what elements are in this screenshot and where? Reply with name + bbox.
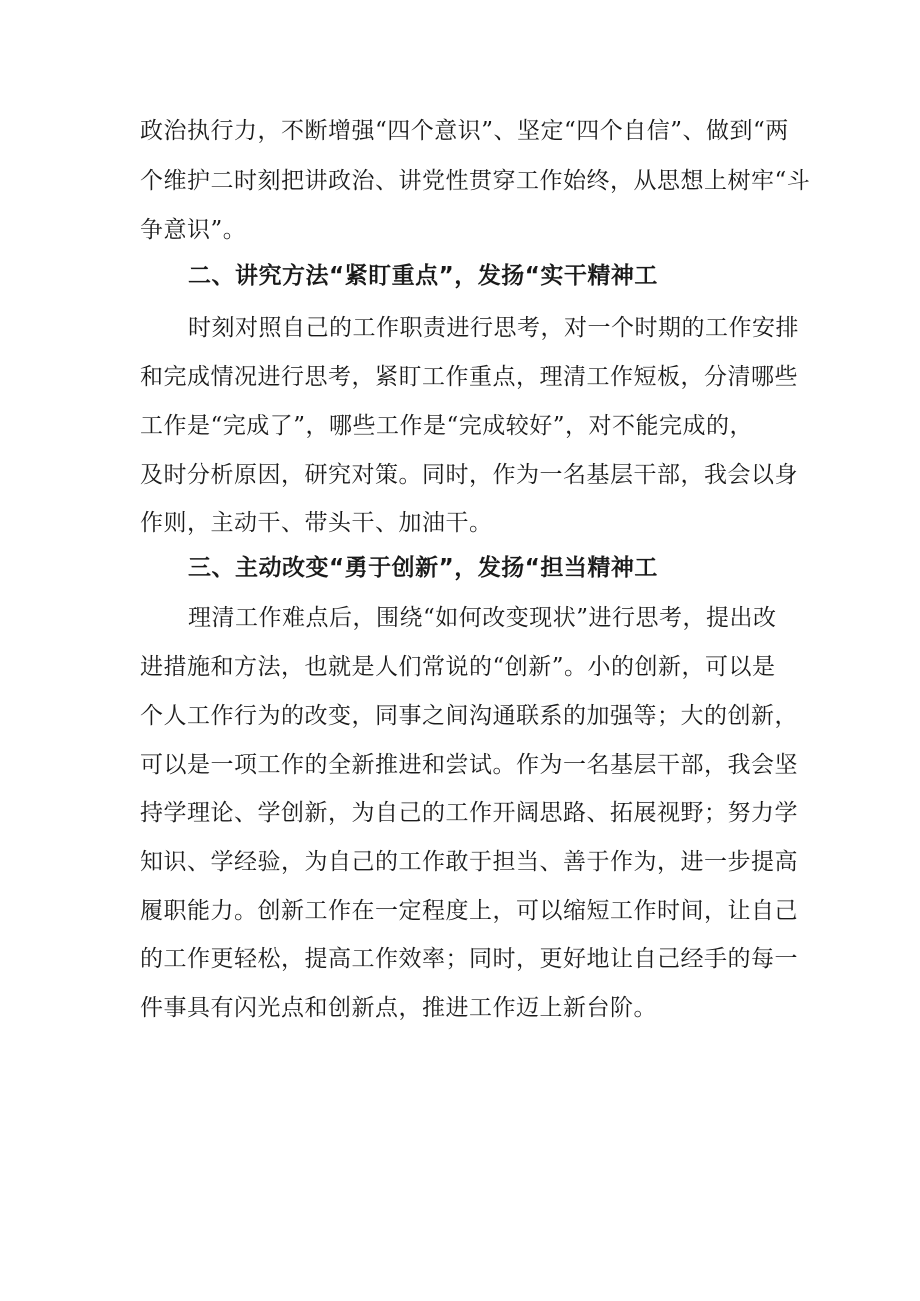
paragraph-2-line-3: 工作是“完成了”，哪些工作是“完成较好”，对不能完成的， <box>140 413 754 439</box>
paragraph-3-line-2: 进措施和方法，也就是人们常说的“创新”。小的创新，可以是 <box>140 654 776 680</box>
paragraph-1-line-1: 政治执行力，不断增强“四个意识”、坚定“四个自信”、做到“两 <box>140 118 789 144</box>
paragraph-2-line-1: 时刻对照自己的工作职责进行思考，对一个时期的工作安排 <box>188 315 799 341</box>
paragraph-2-line-2: 和完成情况进行思考，紧盯工作重点，理清工作短板，分清哪些 <box>140 364 798 390</box>
paragraph-1-line-3: 争意识”。 <box>140 217 247 243</box>
paragraph-3-line-3: 个人工作行为的改变，同事之间沟通联系的加强等；大的创新， <box>140 703 798 729</box>
paragraph-3-line-7: 履职能力。创新工作在一定程度上，可以缩短工作时间，让自己 <box>140 898 798 924</box>
paragraph-2-line-5: 作则，主动干、带头干、加油干。 <box>140 510 493 536</box>
section-heading-2: 二、讲究方法“紧盯重点”，发扬“实干精神工 <box>188 263 658 289</box>
paragraph-1-line-2: 个维护二时刻把讲政治、讲党性贯穿工作始终，从思想上树牢“斗 <box>140 168 811 194</box>
paragraph-3-line-8: 的工作更轻松，提高工作效率；同时，更好地让自己经手的每一 <box>140 946 798 972</box>
paragraph-3-line-5: 持学理论、学创新，为自己的工作开阔思路、拓展视野；努力学 <box>140 800 798 826</box>
section-heading-3: 三、主动改变“勇于创新”，发扬“担当精神工 <box>188 555 658 581</box>
paragraph-2-line-4: 及时分析原因，研究对策。同时，作为一名基层干部，我会以身 <box>140 462 798 488</box>
paragraph-3-line-9: 件事具有闪光点和创新点，推进工作迈上新台阶。 <box>140 995 657 1021</box>
paragraph-3-line-1: 理清工作难点后，围绕“如何改变现状”进行思考，提出改 <box>188 605 777 631</box>
paragraph-3-line-6: 知识、学经验，为自己的工作敢于担当、善于作为，进一步提高 <box>140 849 798 875</box>
paragraph-3-line-4: 可以是一项工作的全新推进和尝试。作为一名基层干部，我会坚 <box>140 752 798 778</box>
